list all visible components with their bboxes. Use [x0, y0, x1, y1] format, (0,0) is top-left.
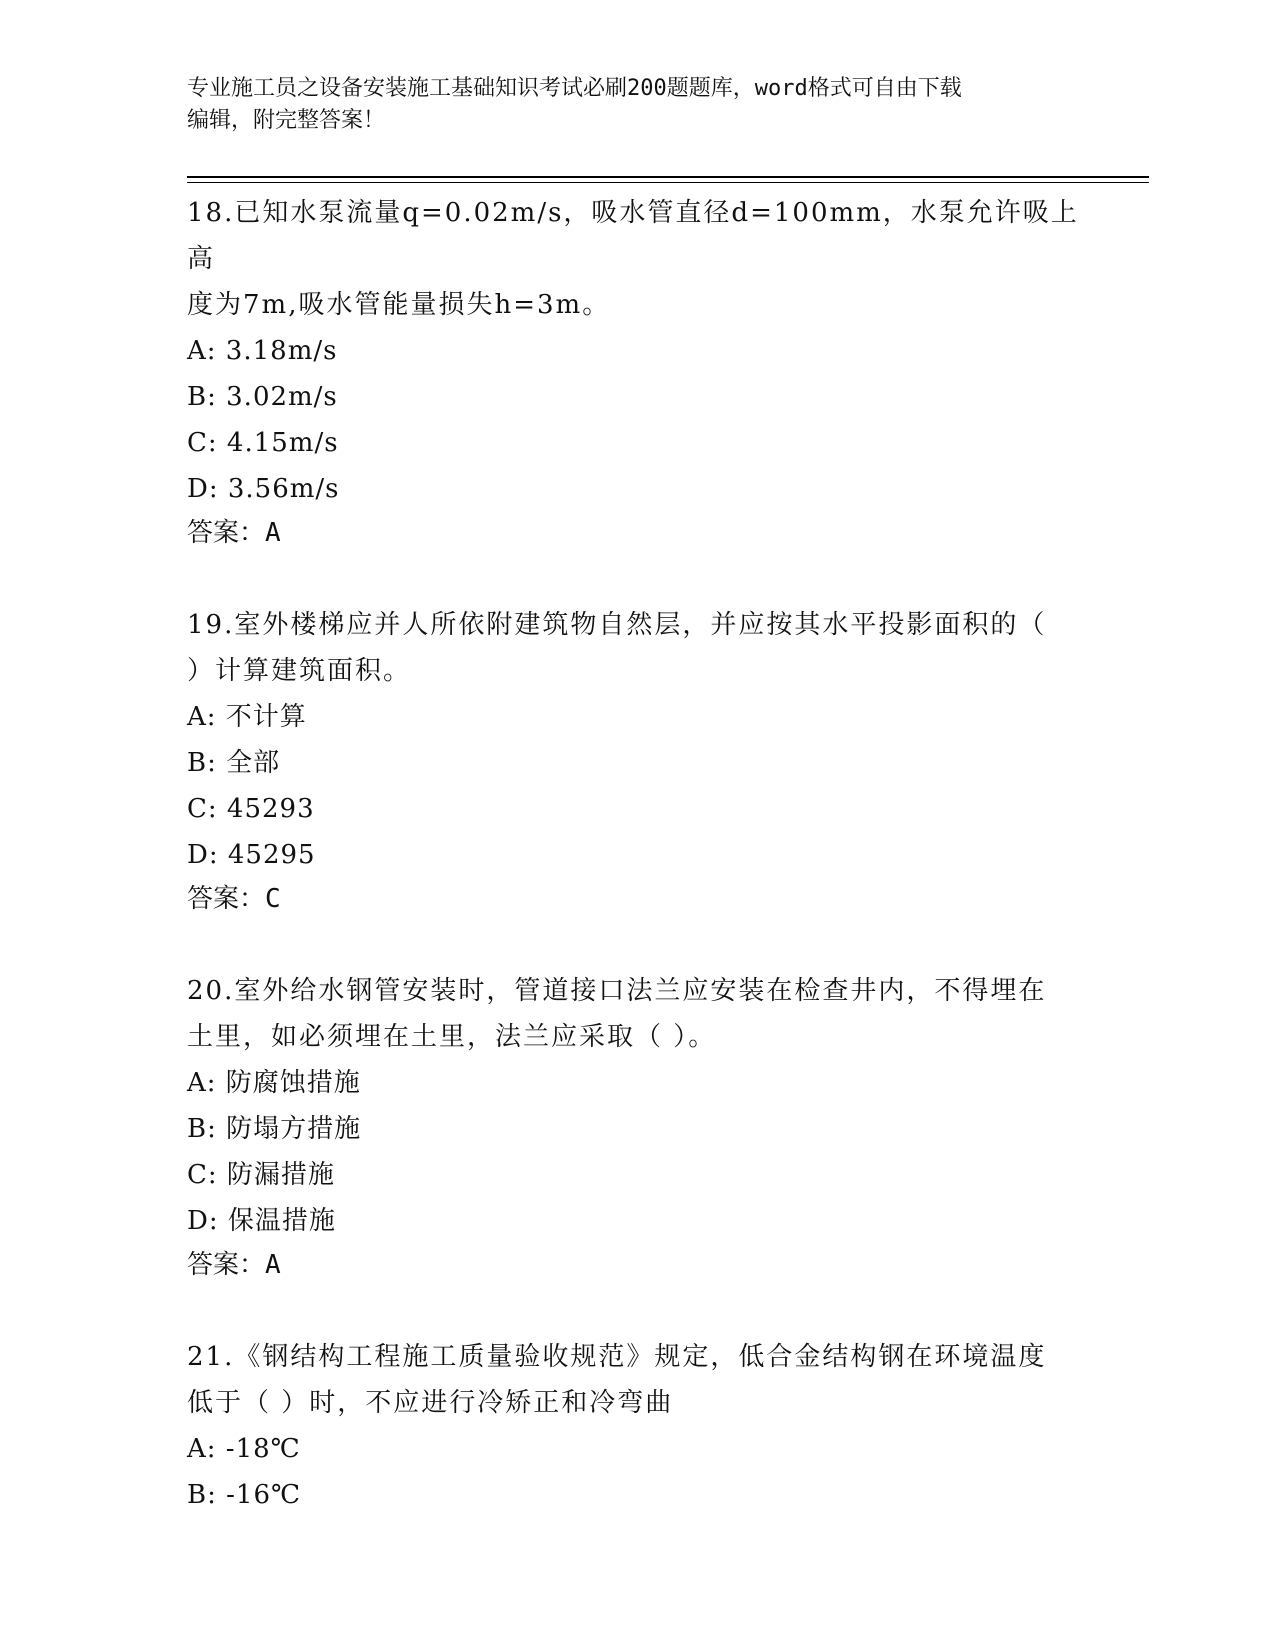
document-header [187, 73, 1087, 137]
question-20 [187, 968, 1087, 1286]
question-list [187, 190, 1087, 1566]
answer-label: 答案：A [187, 518, 281, 548]
option-d: D: 保温措施 [187, 1206, 336, 1236]
option-a: A: 3.18m/s [187, 336, 338, 366]
question-text-line: 19.室外楼梯应并人所依附建筑物自然层，并应按其水平投影面积的（ [187, 610, 1047, 640]
option-d: D: 45295 [187, 840, 316, 870]
header-line-2: 编辑，附完整答案！ [187, 108, 386, 133]
question-18 [187, 190, 1087, 554]
answer-label: 答案：A [187, 1250, 281, 1280]
option-b: B: 防塌方措施 [187, 1114, 362, 1144]
question-text-line: 度为7m,吸水管能量损失h=3m。 [187, 290, 611, 320]
question-text-line: 低于（ ）时，不应进行冷矫正和冷弯曲 [187, 1388, 674, 1418]
header-divider-thick [187, 176, 1149, 178]
option-c: C: 45293 [187, 794, 315, 824]
question-text-line: 20.室外给水钢管安装时，管道接口法兰应安装在检查井内，不得埋在 [187, 976, 1047, 1006]
option-b: B: 3.02m/s [187, 382, 338, 412]
question-text-line: 土里，如必须埋在土里，法兰应采取（ ）。 [187, 1022, 717, 1052]
option-c: C: 4.15m/s [187, 428, 339, 458]
option-c: C: 防漏措施 [187, 1160, 335, 1190]
option-a: A: 不计算 [187, 702, 307, 732]
question-text-line: 18.已知水泵流量q=0.02m/s，吸水管直径d=100mm，水泵允许吸上高 [187, 198, 1079, 274]
option-b: B: -16℃ [187, 1480, 302, 1510]
header-divider-thin [187, 182, 1149, 183]
question-text-line: ）计算建筑面积。 [187, 656, 412, 686]
answer-label: 答案：C [187, 884, 281, 914]
option-d: D: 3.56m/s [187, 474, 340, 504]
option-b: B: 全部 [187, 748, 281, 778]
question-text-line: 21.《钢结构工程施工质量验收规范》规定，低合金结构钢在环境温度 [187, 1342, 1047, 1372]
option-a: A: -18℃ [187, 1434, 301, 1464]
header-line-1: 专业施工员之设备安装施工基础知识考试必刷200题题库，word格式可自由下载 [187, 76, 962, 101]
question-21 [187, 1334, 1087, 1518]
option-a: A: 防腐蚀措施 [187, 1068, 361, 1098]
question-19 [187, 602, 1087, 920]
